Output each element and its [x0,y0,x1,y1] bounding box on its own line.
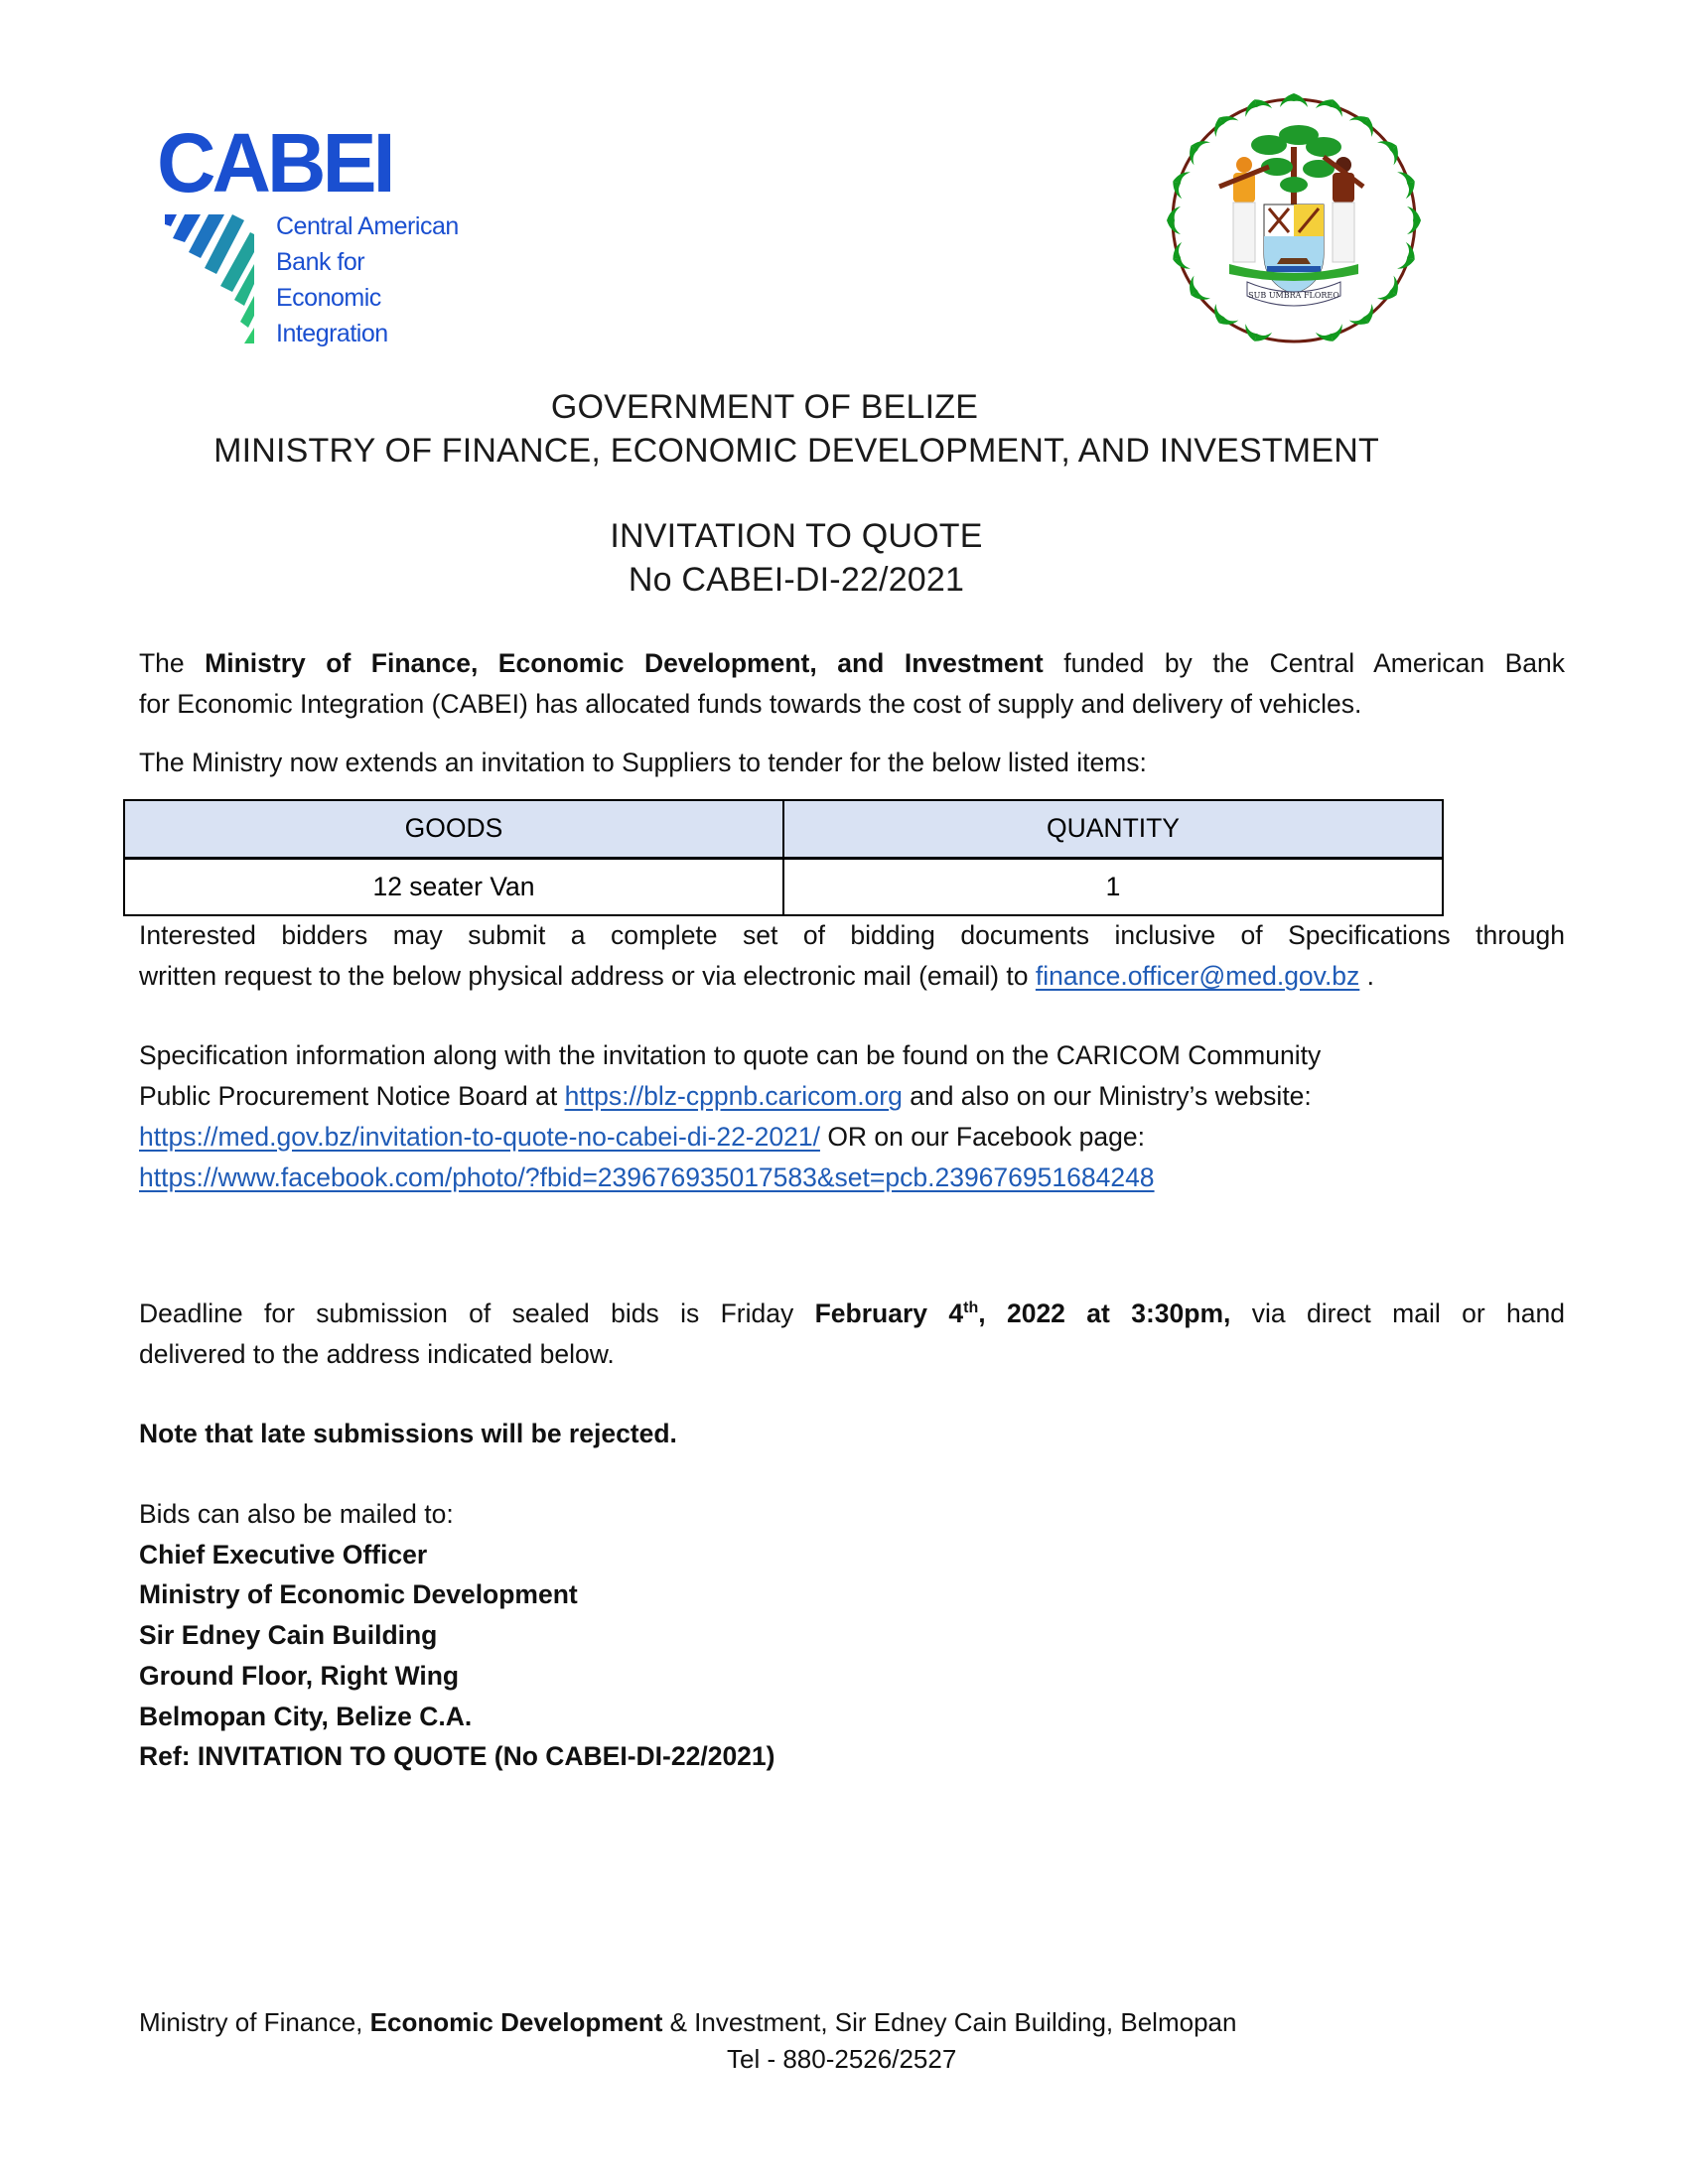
spec-line-2-prefix: Public Procurement Notice Board at [139,1081,565,1111]
spec-line-3 [139,1117,1565,1158]
motto-text: SUB UMBRA FLOREO [1248,291,1339,300]
cabei-tagline-line: Central American [276,212,459,240]
intro-paragraph [139,643,1565,725]
cabei-wordmark: CABEI [157,116,392,209]
cabei-tagline [276,208,459,351]
goods-table [123,799,1444,916]
address-line: Chief Executive Officer [139,1539,428,1570]
intro-line-2: for Economic Integration (CABEI) has allocated funds towards the cost of supply and delivery of vehicles. [139,689,1362,719]
intro-line-1-rest: funded by the Central American Bank [1043,648,1565,678]
footer-part-3: & Investment, Sir Edney Cain Building, Belmopan [662,2007,1237,2037]
mailing-intro: Bids can also be mailed to: [139,1499,454,1529]
interested-bidders-paragraph [139,915,1565,997]
table-row [124,858,1443,915]
government-heading: GOVERNMENT OF BELIZE [550,388,979,426]
cell-goods: 12 seater Van [124,858,783,915]
email-link[interactable]: finance.officer@med.gov.bz [1035,961,1360,991]
cabei-tagline-line: Bank for [276,248,365,276]
cell-quantity: 1 [783,858,1443,915]
mailing-address-block [139,1494,1565,1777]
footer-part-1: Ministry of Finance, [139,2007,370,2037]
deadline-date-time: , 2022 at 3:30pm, [978,1298,1231,1328]
spec-line-2-suffix: and also on our Ministry’s website: [902,1081,1312,1111]
facebook-link[interactable]: https://www.facebook.com/photo/?fbid=239676935017583&set=pcb.239676951684248 [139,1162,1155,1192]
spec-line-4 [139,1158,1565,1198]
footer-address [139,2003,1430,2041]
deadline-prefix: Deadline for submission of sealed bids is Friday [139,1298,815,1328]
address-line: Belmopan City, Belize C.A. [139,1701,473,1731]
column-header-goods: GOODS [124,800,783,858]
interested-line-2-suffix: . [1359,961,1375,991]
intro-prefix: The [139,648,206,678]
table-header-row [124,800,1443,858]
late-submission-note: Note that late submissions will be rejected. [139,1419,677,1448]
document-title: INVITATION TO QUOTE [610,517,983,555]
ministry-website-link[interactable]: https://med.gov.bz/invitation-to-quote-no-cabei-di-22-2021/ [139,1122,820,1152]
interested-line-1: Interested bidders may submit a complete set of bidding documents inclusive of Specifications through [139,920,1565,950]
intro-line-1 [139,643,1565,684]
deadline-suffix: via direct mail or hand [1230,1298,1565,1328]
ministry-heading: MINISTRY OF FINANCE, ECONOMIC DEVELOPMENT, AND INVESTMENT [213,432,1379,470]
address-line: Sir Edney Cain Building [139,1620,438,1651]
deadline-paragraph [139,1294,1565,1375]
cabei-logo [157,116,485,349]
belize-coat-of-arms-icon [1160,87,1428,353]
footer-part-2-bold: Economic Development [369,2007,663,2037]
address-line: Ministry of Economic Development [139,1579,578,1610]
spec-line-2 [139,1076,1565,1117]
specification-paragraph [139,1035,1565,1198]
deadline-line-2: delivered to the address indicated below. [139,1339,615,1369]
invitation-line: The Ministry now extends an invitation to Suppliers to tender for the below listed items: [139,748,1147,777]
document-number: No CABEI-DI-22/2021 [628,561,965,599]
caricom-link[interactable]: https://blz-cppnb.caricom.org [564,1081,903,1111]
ministry-name-bold: Ministry of Finance, Economic Development, and Investment [205,648,1044,678]
column-header-quantity: QUANTITY [783,800,1443,858]
deadline-date-suffix: th [963,1299,979,1317]
footer-telephone: Tel - 880-2526/2527 [727,2044,957,2074]
cabei-tagline-line: Economic [276,284,381,312]
interested-line-2-prefix: written request to the below physical address or via electronic mail (email) to [139,961,1036,991]
address-line: Ground Floor, Right Wing [139,1660,460,1691]
cabei-stripes-icon [163,212,272,346]
deadline-date-part: February 4 [814,1298,964,1328]
cabei-tagline-line: Integration [276,320,388,347]
address-reference: Ref: INVITATION TO QUOTE (No CABEI-DI-22/2021) [139,1741,775,1772]
deadline-date [815,1298,1231,1328]
spec-line-3-suffix: OR on our Facebook page: [819,1122,1145,1152]
spec-line-1: Specification information along with the invitation to quote can be found on the CARICOM Community [139,1040,1322,1070]
deadline-line-1 [139,1294,1565,1334]
